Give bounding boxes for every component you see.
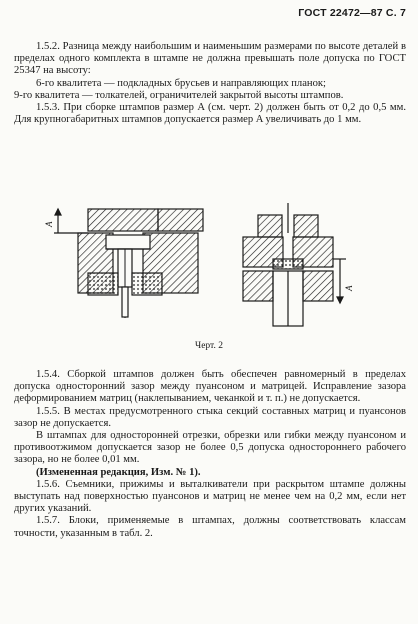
paragraph-amendment-note: (Измененная редакция, Изм. № 1). (36, 466, 201, 478)
paragraph-1-5-6: 1.5.6. Съемники, прижимы и выталкиватели при раскрытом штампе должны выступать над поверхностью пуансонов и матриц не менее чем на 0,2 мм, если нет других указаний. (14, 478, 406, 515)
paragraph-1-5-4: 1.5.4. Сборкой штампов должен быть обеспечен равномерный в пределах допуска односторонний зазор между пуансоном и матрицей. Исправление зазора деформированием матриц (наклепыванием, чеканкой и т. п.) не допускается. (14, 369, 406, 405)
text-block-bottom (14, 369, 406, 540)
text-block-top (14, 41, 406, 126)
page-header: ГОСТ 22472—87 С. 7 (298, 7, 406, 19)
right-die-drawing (243, 203, 346, 326)
paragraph-one-sided-cutting: В штампах для односторонней отрезки, обрезки или гибки между пуансоном и противоотжимом допускается зазор не более 0,5 допуска одностороннего рабочего зазора, но не более 0,01 мм. (14, 430, 406, 466)
figure-drawing (44, 203, 358, 333)
dim-label-right: A (344, 285, 354, 291)
paragraph-1-5-5: 1.5.5. В местах предусмотренного стыка секций составных матриц и пуансонов зазор не допускается. (14, 405, 406, 429)
figure-caption: Черт. 2 (195, 341, 223, 351)
paragraph-quality-6: 6-го квалитета — подкладных брусьев и направляющих планок; (36, 77, 326, 89)
left-die-drawing (54, 209, 203, 318)
paragraph-quality-9: 9-го квалитета — толкателей, ограничителей закрытой высоты штампов. (14, 89, 344, 101)
dim-label-left: A (44, 221, 54, 227)
paragraph-1-5-2: 1.5.2. Разница между наибольшим и наименьшим размерами по высоте деталей в пределах одного комплекта в штампе не должна превышать поле допуска по ГОСТ 25347 на высоту: (14, 41, 406, 77)
paragraph-1-5-7: 1.5.7. Блоки, применяемые в штампах, должны соответствовать классам точности, указанным в табл. 2. (14, 515, 406, 539)
paragraph-1-5-3: 1.5.3. При сборке штампов размер A (см. черт. 2) должен быть от 0,2 до 0,5 мм. Для крупногабаритных штампов допускается размер A увеличивать до 1 мм. (14, 102, 406, 126)
